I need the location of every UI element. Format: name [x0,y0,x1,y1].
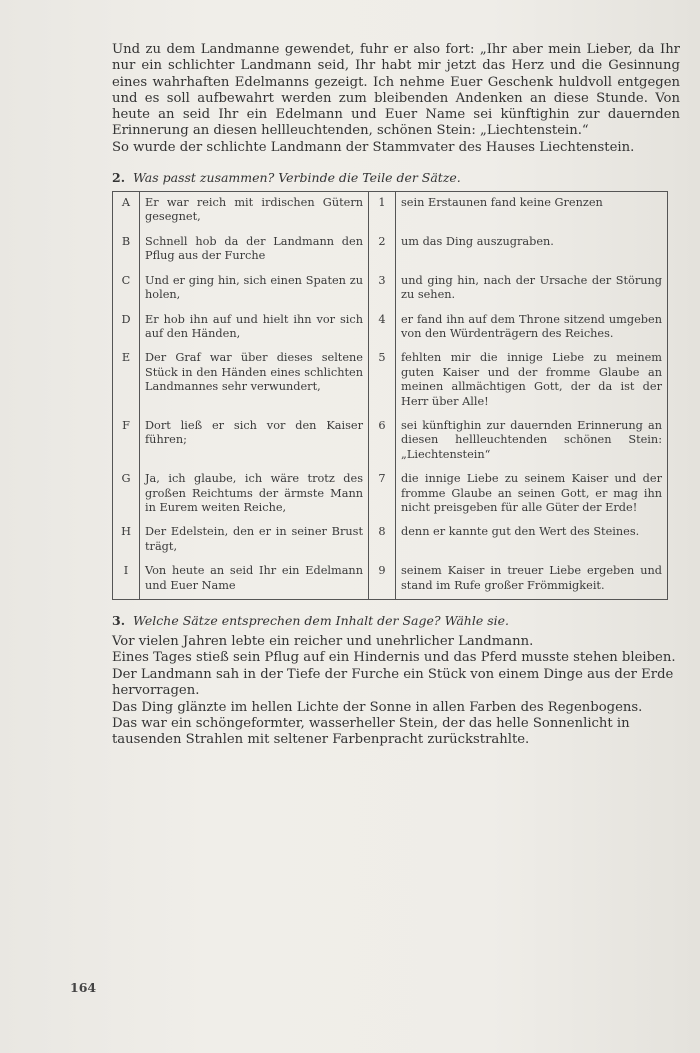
task-3-heading [112,613,680,628]
row-letter: G [113,468,140,521]
table-row [113,521,668,560]
sentence-end: seinem Kaiser in treuer Liebe ergeben und stand im Rufe großer Frömmigkeit. [396,560,668,599]
row-letter: B [113,231,140,270]
story-paragraph: So wurde der schlichte Landmann der Stammvater des Hauses Liechtenstein. [112,139,635,155]
sentence-start: Von heute an seid Ihr ein Edelmann und Euer Name [140,560,369,599]
row-number: 6 [369,415,396,468]
row-number: 9 [369,560,396,599]
row-letter: E [113,347,140,415]
sentence-start: Ja, ich glaube, ich wäre trotz des großen Reichtums der ärmste Mann in Eurem weiten Reiche, [140,468,369,521]
task-number: 2. [112,170,126,186]
table-row [113,415,668,468]
table-row [113,270,668,309]
sentence-start: Schnell hob da der Landmann den Pflug aus der Furche [140,231,369,270]
table-row [113,192,668,231]
row-number: 1 [369,192,396,231]
sentence-end: die innige Liebe zu seinem Kaiser und der fromme Glaube an seinen Gott, er mag ihn nicht preisgeben für alle Güter der Erde! [396,468,668,521]
sentence-item: Das war ein schöngeformter, wasserheller Stein, der das helle Sonnenlicht in tausenden Strahlen mit seltener Farbenpracht zurückstrahlte. [112,716,630,748]
matching-table [112,191,668,600]
sentence-end: und ging hin, nach der Ursache der Störung zu sehen. [396,270,668,309]
row-number: 3 [369,270,396,309]
story-paragraph: Und zu dem Landmanne gewendet, fuhr er also fort: „Ihr aber mein Lieber, da Ihr nur ein schlichter Landmann seid, Ihr habt mir jetzt das Herz und die Gesinnung eines wahrhaften Edelmanns gezeigt. Ich nehme Euer Geschenk huldvoll entgegen und es soll aufbewahrt werden zum bleibenden Andenken an diese Stunde. Von heute an seid Ihr ein Edelmann und Euer Name sei künftighin zur dauernden Erinnerung an diesen hellleuchtenden, schönen Stein: „Liechtenstein.“ [112,42,680,139]
row-letter: I [113,560,140,599]
sentence-list [112,634,680,749]
sentence-start: Er hob ihn auf und hielt ihn vor sich auf den Händen, [140,309,369,348]
task-question: Was passt zusammen? Verbinde die Teile der Sätze. [133,170,461,186]
table-row [113,309,668,348]
task-2-heading [112,170,680,185]
row-letter: F [113,415,140,468]
row-letter: C [113,270,140,309]
table-row [113,560,668,599]
sentence-item: Vor vielen Jahren lebte ein reicher und unehrlicher Landmann. [112,634,534,650]
row-number: 2 [369,231,396,270]
sentence-start: Der Graf war über dieses seltene Stück in den Händen eines schlichten Landmannes sehr verwundert, [140,347,369,415]
row-letter: A [113,192,140,231]
row-number: 5 [369,347,396,415]
sentence-end: er fand ihn auf dem Throne sitzend umgeben von den Würdenträgern des Reiches. [396,309,668,348]
sentence-start: Der Edelstein, den er in seiner Brust trägt, [140,521,369,560]
sentence-end: um das Ding auszugraben. [396,231,668,270]
table-row [113,468,668,521]
sentence-start: Er war reich mit irdischen Gütern gesegnet, [140,192,369,231]
sentence-end: sein Erstaunen fand keine Grenzen [396,192,668,231]
table-row [113,347,668,415]
story-text [112,42,680,156]
page-content [112,42,680,749]
sentence-end: sei künftighin zur dauernden Erinnerung an diesen hellleuchtenden schönen Stein: „Liechtenstein“ [396,415,668,468]
row-letter: H [113,521,140,560]
row-letter: D [113,309,140,348]
task-question: Welche Sätze entsprechen dem Inhalt der Sage? Wähle sie. [133,613,509,629]
task-number: 3. [112,613,126,629]
sentence-item: Der Landmann sah in der Tiefe der Furche ein Stück von einem Dinge aus der Erde hervorragen. [112,666,674,699]
sentence-item: Das Ding glänzte im hellen Lichte der Sonne in allen Farben des Regenbogens. [112,699,643,715]
row-number: 7 [369,468,396,521]
sentence-start: Und er ging hin, sich einen Spaten zu holen, [140,270,369,309]
sentence-item: Eines Tages stieß sein Pflug auf ein Hindernis und das Pferd musste stehen bleiben. [112,650,676,666]
table-row [113,231,668,270]
row-number: 8 [369,521,396,560]
sentence-end: fehlten mir die innige Liebe zu meinem guten Kaiser und der fromme Glaube an meinen allmächtigen Gott, der da ist der Herr über Alle! [396,347,668,415]
page-number: 164 [70,980,97,995]
row-number: 4 [369,309,396,348]
sentence-end: denn er kannte gut den Wert des Steines. [396,521,668,560]
sentence-start: Dort ließ er sich vor den Kaiser führen; [140,415,369,468]
